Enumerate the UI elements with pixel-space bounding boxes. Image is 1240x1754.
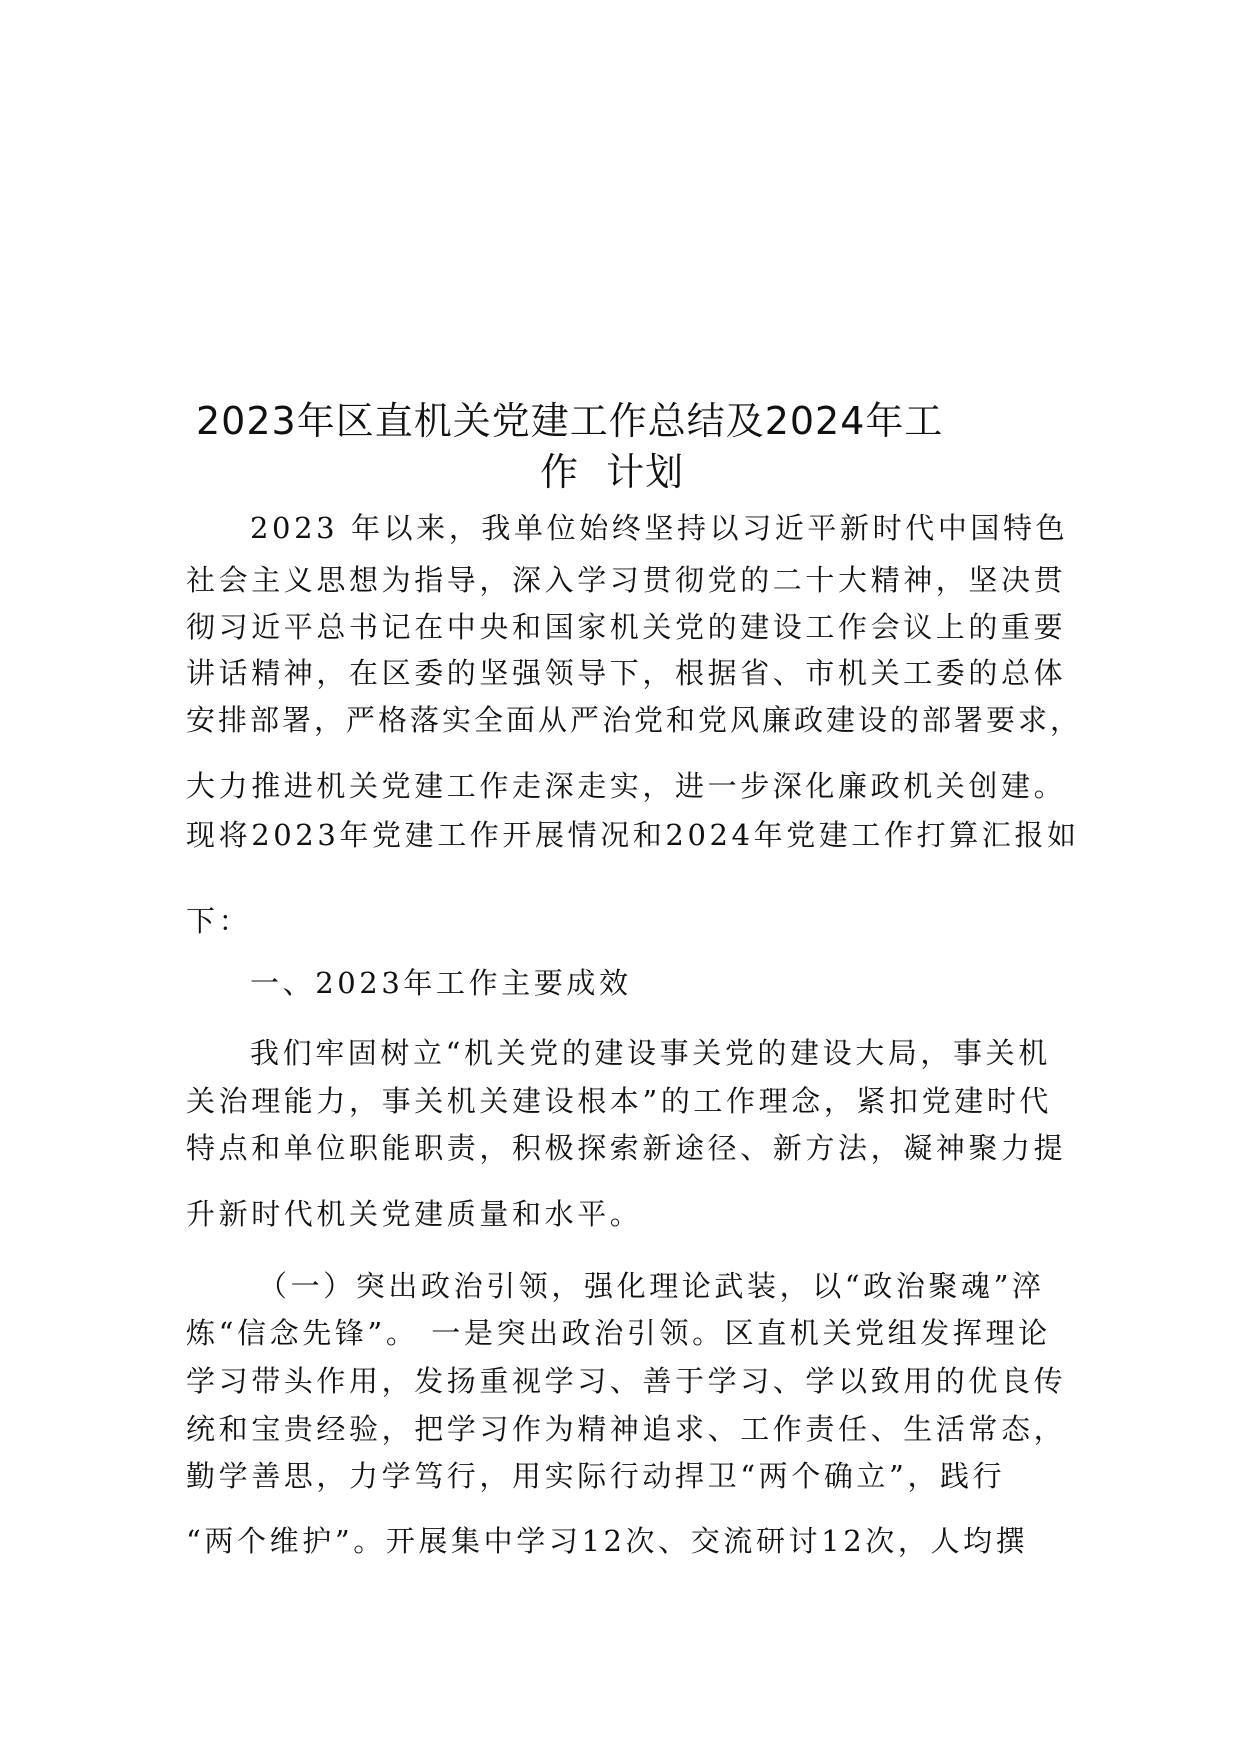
body-line: 大力推进机关党建工作走深走实，进一步深化廉政机关创建。 (186, 769, 1067, 803)
body-line: 下： (186, 904, 252, 938)
body-line: 2023 年以来，我单位始终坚持以习近平新时代中国特色 (250, 511, 1069, 545)
body-line: 社会主义思想为指导，深入学习贯彻党的二十大精神，坚决贯 (186, 563, 1067, 597)
body-line: 讲话精神，在区委的坚强领导下，根据省、市机关工委的总体 (186, 656, 1067, 690)
body-line: 特点和单位职能职责，积极探索新途径、新方法，凝神聚力提 (186, 1131, 1067, 1165)
body-line: 勤学善思，力学笃行，用实际行动捍卫“两个确立”，践行 (186, 1459, 1006, 1493)
body-line: 炼“信念先锋”。 一是突出政治引领。区直机关党组发挥理论 (186, 1316, 1051, 1350)
body-line: 统和宝贵经验，把学习作为精神追求、工作责任、生活常态， (186, 1412, 1067, 1446)
body-line: 我们牢固树立“机关党的建设事关党的建设大局，事关机 (250, 1036, 1051, 1070)
body-line: 彻习近平总书记在中央和国家机关党的建设工作会议上的重要 (186, 610, 1067, 644)
body-line: 关治理能力，事关机关建设根本”的工作理念，紧扣党建时代 (186, 1084, 1053, 1118)
body-line: 升新时代机关党建质量和水平。 (186, 1197, 643, 1231)
body-line: 现将2023年党建工作开展情况和2024年党建工作打算汇报如 (186, 818, 1080, 852)
body-line: 安排部署，严格落实全面从严治党和党风廉政建设的部署要求， (186, 703, 1083, 737)
body-line: “两个维护”。开展集中学习12次、交流研讨12次，人均撰 (186, 1524, 1029, 1558)
subsection-heading: （一）突出政治引领，强化理论武装，以“政治聚魂”淬 (258, 1269, 1045, 1303)
section-heading: 一、2023年工作主要成效 (250, 966, 632, 1000)
document-title-line-1: 2023年区直机关党建工作总结及2024年工 (196, 399, 944, 443)
document-title-line-2: 作 计划 (540, 450, 685, 494)
body-line: 学习带头作用，发扬重视学习、善于学习、学以致用的优良传 (186, 1364, 1067, 1398)
